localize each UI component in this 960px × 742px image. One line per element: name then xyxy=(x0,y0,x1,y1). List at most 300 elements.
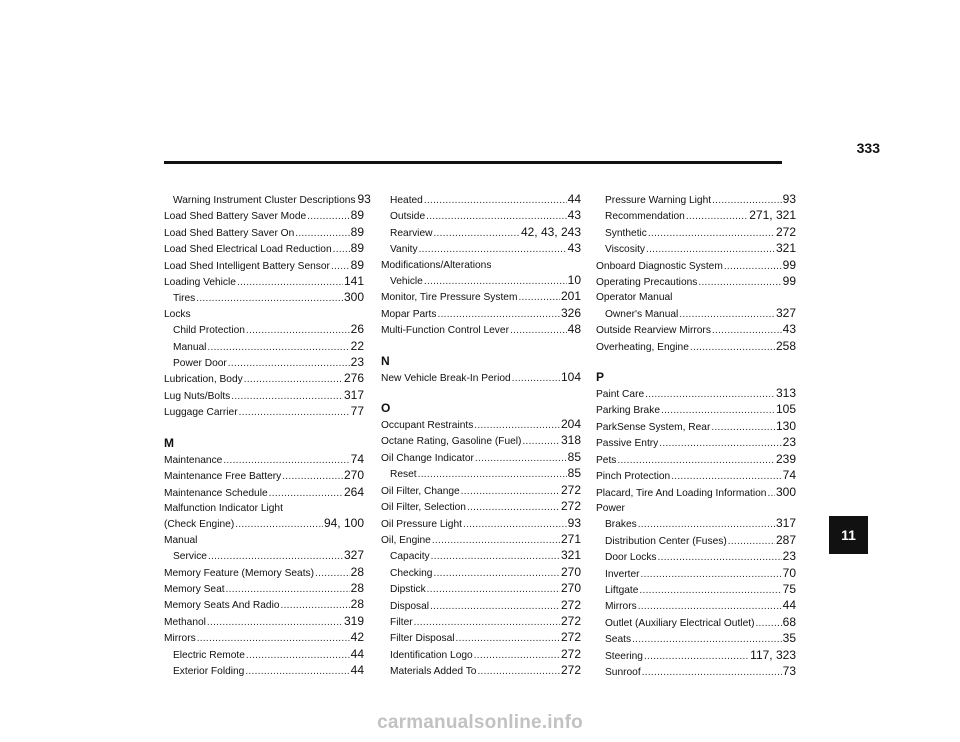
entry-page: 89 xyxy=(350,257,364,272)
index-subentry xyxy=(164,192,371,208)
dot-leader xyxy=(467,500,560,515)
entry-page: 93 xyxy=(567,515,581,530)
entry-page: 28 xyxy=(350,597,364,612)
entry-page: 201 xyxy=(560,289,581,304)
entry-page: 271, 321 xyxy=(749,208,796,223)
header-rule xyxy=(164,161,782,164)
index-entry xyxy=(596,485,796,501)
dot-leader xyxy=(246,323,350,338)
dot-leader xyxy=(690,340,775,355)
entry-page: 321 xyxy=(775,241,796,256)
entry-name: Manual xyxy=(164,534,198,546)
dot-leader xyxy=(712,193,782,208)
entry-name: Synthetic xyxy=(605,227,647,239)
entry-name: Oil Filter, Selection xyxy=(381,502,466,514)
entry-name: Brakes xyxy=(605,519,637,531)
index-subentry xyxy=(596,598,796,614)
entry-name: Operating Precautions xyxy=(596,277,698,289)
dot-leader xyxy=(463,517,567,532)
entry-name: Parking Brake xyxy=(596,405,660,417)
dot-leader xyxy=(661,403,775,418)
dot-leader xyxy=(430,599,560,614)
dot-leader xyxy=(197,631,350,646)
index-entry xyxy=(596,290,796,305)
index-letter-heading: N xyxy=(381,353,390,368)
dot-leader xyxy=(522,434,560,449)
entry-name: Door Locks xyxy=(605,552,657,564)
dot-leader xyxy=(712,323,782,338)
entry-name: Load Shed Battery Saver On xyxy=(164,227,295,239)
dot-leader xyxy=(512,371,560,386)
dot-leader xyxy=(617,453,775,468)
index-subentry xyxy=(381,225,581,241)
entry-name: Identification Logo xyxy=(390,649,473,661)
entry-name: Outside Rearview Mirrors xyxy=(596,325,711,337)
entry-page: 300 xyxy=(775,484,796,499)
entry-name: Lubrication, Body xyxy=(164,374,243,386)
entry-page: 75 xyxy=(782,581,796,596)
entry-name: Manual xyxy=(173,341,207,353)
index-entry xyxy=(381,306,581,322)
index-entry xyxy=(381,322,581,338)
entry-page: 117, 323 xyxy=(750,647,796,662)
entry-page: 44 xyxy=(567,192,581,206)
entry-page: 42, 43, 243 xyxy=(520,224,581,239)
entry-name: Malfunction Indicator Light xyxy=(164,502,283,514)
index-subentry xyxy=(164,663,364,679)
entry-name: Materials Added To xyxy=(390,666,477,678)
entry-page: 326 xyxy=(560,305,581,320)
index-entry xyxy=(164,501,364,516)
index-entry xyxy=(381,483,581,499)
entry-name: Operator Manual xyxy=(596,292,673,304)
dot-leader xyxy=(461,484,560,499)
index-entry xyxy=(381,450,581,466)
entry-name: Placard, Tire And Loading Information xyxy=(596,487,767,499)
entry-page: 85 xyxy=(567,466,581,481)
entry-name: Memory Seat xyxy=(164,583,225,595)
index-entry xyxy=(381,258,581,273)
entry-name: Recommendation xyxy=(605,211,685,223)
entry-name: Paint Care xyxy=(596,389,645,401)
dot-leader xyxy=(431,549,560,564)
index-entry xyxy=(596,322,796,338)
entry-name: Maintenance xyxy=(164,454,223,466)
entry-page: 99 xyxy=(782,274,796,289)
index-subentry xyxy=(596,582,796,598)
entry-page: 23 xyxy=(350,355,364,370)
dot-leader xyxy=(235,517,323,532)
index-entry xyxy=(164,452,364,468)
entry-name: Oil Change Indicator xyxy=(381,452,474,464)
dot-leader xyxy=(207,615,343,630)
entry-name: (Check Engine) xyxy=(164,519,235,531)
dot-leader xyxy=(474,648,560,663)
dot-leader xyxy=(282,469,343,484)
dot-leader xyxy=(426,209,567,224)
entry-name: Warning Instrument Cluster Descriptions xyxy=(173,195,356,206)
index-entry xyxy=(596,386,796,402)
entry-name: Mirrors xyxy=(164,633,196,645)
index-subentry xyxy=(381,548,581,564)
index-entry xyxy=(164,274,364,290)
entry-page: 42 xyxy=(350,630,364,645)
index-entry xyxy=(164,225,364,241)
index-subentry xyxy=(596,664,796,680)
entry-name: Filter Disposal xyxy=(390,633,455,645)
index-subentry xyxy=(164,322,364,338)
entry-name: Child Protection xyxy=(173,325,245,337)
entry-name: Load Shed Intelligent Battery Sensor xyxy=(164,260,330,272)
index-entry xyxy=(596,339,796,355)
index-entry xyxy=(596,452,796,468)
index-subentry xyxy=(381,208,581,224)
index-letter-heading: M xyxy=(164,435,174,450)
dot-leader xyxy=(427,582,560,597)
index-entry xyxy=(164,516,364,532)
entry-page: 43 xyxy=(567,208,581,223)
entry-name: Overheating, Engine xyxy=(596,341,689,353)
index-letter-heading: P xyxy=(596,370,605,385)
entry-name: Power Door xyxy=(173,358,227,370)
index-subentry xyxy=(381,581,581,597)
entry-page: 93 xyxy=(357,192,371,206)
entry-name: Liftgate xyxy=(605,584,639,596)
index-subentry xyxy=(596,631,796,647)
entry-name: Load Shed Battery Saver Mode xyxy=(164,211,307,223)
dot-leader xyxy=(510,323,567,338)
entry-page: 272 xyxy=(560,482,581,497)
dot-leader xyxy=(333,242,350,257)
dot-leader xyxy=(196,291,343,306)
index-subentry xyxy=(596,192,796,208)
index-entry xyxy=(596,274,796,290)
entry-name: Outlet (Auxiliary Electrical Outlet) xyxy=(605,617,755,629)
entry-name: Mirrors xyxy=(605,601,637,613)
entry-page: 44 xyxy=(350,646,364,661)
index-subentry xyxy=(164,290,364,306)
dot-leader xyxy=(642,665,782,680)
index-subentry xyxy=(381,565,581,581)
index-subentry xyxy=(381,663,581,679)
entry-page: 271 xyxy=(560,531,581,546)
entry-name: Pressure Warning Light xyxy=(605,195,712,206)
entry-page: 272 xyxy=(560,597,581,612)
index-subentry xyxy=(596,241,796,257)
entry-name: Heated xyxy=(390,195,423,206)
entry-page: 44 xyxy=(350,662,364,677)
index-subentry xyxy=(596,648,796,664)
index-column-3 xyxy=(596,192,796,680)
index-subentry xyxy=(596,225,796,241)
entry-page: 89 xyxy=(350,224,364,239)
entry-page: 43 xyxy=(567,241,581,256)
entry-page: 204 xyxy=(560,417,581,432)
index-entry xyxy=(164,597,364,613)
entry-name: Tires xyxy=(173,293,196,305)
index-subentry xyxy=(596,615,796,631)
index-subentry xyxy=(381,630,581,646)
dot-leader xyxy=(231,389,343,404)
index-entry xyxy=(164,468,364,484)
entry-name: Steering xyxy=(605,650,643,662)
index-entry xyxy=(164,581,364,597)
index-entry xyxy=(164,241,364,257)
index-subentry xyxy=(381,241,581,257)
entry-page: 300 xyxy=(343,290,364,305)
dot-leader xyxy=(223,453,349,468)
entry-page: 43 xyxy=(782,322,796,337)
index-letter-heading: O xyxy=(381,401,391,416)
entry-name: Inverter xyxy=(605,568,640,580)
entry-page: 10 xyxy=(567,273,581,288)
entry-page: 272 xyxy=(775,224,796,239)
entry-page: 68 xyxy=(782,614,796,629)
dot-leader xyxy=(228,356,350,371)
dot-leader xyxy=(646,242,775,257)
entry-name: Oil Filter, Change xyxy=(381,485,460,497)
entry-name: Maintenance Schedule xyxy=(164,487,268,499)
entry-page: 317 xyxy=(343,387,364,402)
entry-page: 104 xyxy=(560,369,581,384)
index-entry xyxy=(164,208,364,224)
entry-page: 99 xyxy=(782,257,796,272)
index-subentry xyxy=(381,614,581,630)
entry-page: 272 xyxy=(560,499,581,514)
dot-leader xyxy=(418,467,567,482)
entry-page: 276 xyxy=(343,371,364,386)
entry-name: Dipstick xyxy=(390,584,426,596)
entry-page: 89 xyxy=(350,241,364,256)
index-entry xyxy=(164,371,364,387)
entry-page: 272 xyxy=(560,663,581,678)
entry-name: Pinch Protection xyxy=(596,471,671,483)
dot-leader xyxy=(331,259,350,274)
dot-leader xyxy=(315,566,350,581)
index-column-1 xyxy=(164,192,371,679)
chapter-tab: 11 xyxy=(829,516,868,554)
index-entry xyxy=(381,516,581,532)
entry-page: 73 xyxy=(782,663,796,678)
entry-page: 258 xyxy=(775,338,796,353)
entry-name: Exterior Folding xyxy=(173,665,245,677)
entry-name: Mopar Parts xyxy=(381,308,437,320)
entry-name: ParkSense System, Rear xyxy=(596,421,711,433)
index-subentry xyxy=(381,647,581,663)
entry-name: Disposal xyxy=(390,600,430,612)
entry-name: Load Shed Electrical Load Reduction xyxy=(164,244,332,256)
entry-name: Locks xyxy=(164,308,191,320)
entry-name: New Vehicle Break-In Period xyxy=(381,372,511,384)
entry-page: 287 xyxy=(775,532,796,547)
dot-leader xyxy=(658,550,782,565)
entry-page: 317 xyxy=(775,516,796,531)
entry-name: Occupant Restraints xyxy=(381,420,474,432)
entry-name: Lug Nuts/Bolts xyxy=(164,390,231,402)
entry-page: 272 xyxy=(560,613,581,628)
entry-page: 105 xyxy=(775,402,796,417)
dot-leader xyxy=(433,566,559,581)
index-entry xyxy=(596,501,796,516)
index-subentry xyxy=(596,549,796,565)
entry-page: 22 xyxy=(350,338,364,353)
index-entry xyxy=(164,307,364,322)
dot-leader xyxy=(641,567,782,582)
entry-page: 93 xyxy=(782,192,796,206)
index-entry xyxy=(596,435,796,451)
index-entry xyxy=(164,404,364,420)
dot-leader xyxy=(645,387,775,402)
index-entry xyxy=(381,370,581,386)
dot-leader xyxy=(424,274,567,289)
dot-leader xyxy=(767,486,775,501)
dot-leader xyxy=(644,649,749,664)
dot-leader xyxy=(648,226,775,241)
dot-leader xyxy=(679,307,775,322)
dot-leader xyxy=(686,209,748,224)
dot-leader xyxy=(456,631,560,646)
entry-name: Memory Seats And Radio xyxy=(164,600,280,612)
entry-name: Sunroof xyxy=(605,666,641,678)
dot-leader xyxy=(246,648,350,663)
dot-leader xyxy=(295,226,349,241)
entry-name: Memory Feature (Memory Seats) xyxy=(164,567,315,579)
dot-leader xyxy=(244,372,343,387)
entry-page: 272 xyxy=(560,646,581,661)
dot-leader xyxy=(711,420,775,435)
dot-leader xyxy=(698,275,781,290)
entry-page: 23 xyxy=(782,435,796,450)
dot-leader xyxy=(475,451,567,466)
index-entry xyxy=(381,532,581,548)
entry-name: Service xyxy=(173,551,207,563)
entry-name: Modifications/Alterations xyxy=(381,259,492,271)
index-subentry xyxy=(596,306,796,322)
entry-page: 28 xyxy=(350,564,364,579)
entry-name: Oil, Engine xyxy=(381,534,431,546)
dot-leader xyxy=(671,469,781,484)
index-subentry xyxy=(164,647,364,663)
index-entry xyxy=(164,258,364,274)
entry-page: 48 xyxy=(567,322,581,337)
dot-leader xyxy=(269,486,343,501)
entry-name: Electric Remote xyxy=(173,649,245,661)
entry-page: 141 xyxy=(343,274,364,289)
index-entry xyxy=(381,417,581,433)
index-entry xyxy=(596,402,796,418)
dot-leader xyxy=(474,418,560,433)
entry-page: 272 xyxy=(560,630,581,645)
entry-name: Pets xyxy=(596,454,617,466)
entry-name: Filter xyxy=(390,616,413,628)
entry-page: 35 xyxy=(782,631,796,646)
index-entry xyxy=(381,433,581,449)
entry-page: 318 xyxy=(560,433,581,448)
index-subentry xyxy=(596,516,796,532)
index-entry xyxy=(596,419,796,435)
entry-page: 28 xyxy=(350,580,364,595)
dot-leader xyxy=(307,209,349,224)
index-entry xyxy=(164,614,364,630)
entry-name: Power xyxy=(596,502,625,514)
entry-name: Maintenance Free Battery xyxy=(164,471,282,483)
dot-leader xyxy=(728,534,775,549)
dot-leader xyxy=(724,259,782,274)
entry-name: Rearview xyxy=(390,227,433,239)
entry-name: Capacity xyxy=(390,551,430,563)
entry-name: Outside xyxy=(390,211,426,223)
index-subentry xyxy=(164,548,364,564)
dot-leader xyxy=(414,615,560,630)
index-subentry xyxy=(381,192,581,208)
dot-leader xyxy=(419,242,567,257)
entry-page: 23 xyxy=(782,549,796,564)
index-entry xyxy=(164,388,364,404)
entry-page: 270 xyxy=(343,468,364,483)
entry-page: 44 xyxy=(782,598,796,613)
dot-leader xyxy=(207,340,349,355)
index-entry xyxy=(164,533,364,548)
page-number: 333 xyxy=(856,140,880,156)
entry-page: 74 xyxy=(350,451,364,466)
dot-leader xyxy=(659,436,781,451)
entry-name: Methanol xyxy=(164,616,206,628)
dot-leader xyxy=(424,193,567,208)
index-entry xyxy=(164,630,364,646)
entry-name: Vehicle xyxy=(390,276,423,288)
entry-page: 239 xyxy=(775,451,796,466)
entry-name: Monitor, Tire Pressure System xyxy=(381,292,518,304)
entry-page: 130 xyxy=(775,418,796,433)
entry-name: Oil Pressure Light xyxy=(381,518,462,530)
entry-name: Loading Vehicle xyxy=(164,277,236,289)
dot-leader xyxy=(245,664,349,679)
entry-page: 70 xyxy=(782,565,796,580)
entry-name: Owner's Manual xyxy=(605,308,679,320)
entry-name: Seats xyxy=(605,634,632,646)
index-subentry xyxy=(381,598,581,614)
index-subentry xyxy=(596,566,796,582)
index-subentry xyxy=(381,466,581,482)
dot-leader xyxy=(755,616,781,631)
index-subentry xyxy=(164,339,364,355)
index-entry xyxy=(596,258,796,274)
entry-page: 77 xyxy=(350,404,364,419)
dot-leader xyxy=(208,549,343,564)
index-entry xyxy=(164,565,364,581)
entry-page: 85 xyxy=(567,449,581,464)
index-entry xyxy=(381,289,581,305)
index-subentry xyxy=(596,533,796,549)
dot-leader xyxy=(433,226,519,241)
index-subentry xyxy=(164,355,364,371)
entry-name: Reset xyxy=(390,469,417,481)
dot-leader xyxy=(226,582,350,597)
entry-name: Viscosity xyxy=(605,244,646,256)
index-subentry xyxy=(596,208,796,224)
dot-leader xyxy=(639,583,781,598)
dot-leader xyxy=(477,664,560,679)
entry-name: Octane Rating, Gasoline (Fuel) xyxy=(381,436,522,448)
index-entry xyxy=(164,485,364,501)
dot-leader xyxy=(638,517,775,532)
entry-name: Passive Entry xyxy=(596,438,659,450)
entry-name: Onboard Diagnostic System xyxy=(596,260,723,272)
index-subentry xyxy=(381,273,581,289)
entry-page: 94, 100 xyxy=(323,516,364,531)
dot-leader xyxy=(432,533,560,548)
watermark: carmanualsonline.info xyxy=(377,712,583,733)
